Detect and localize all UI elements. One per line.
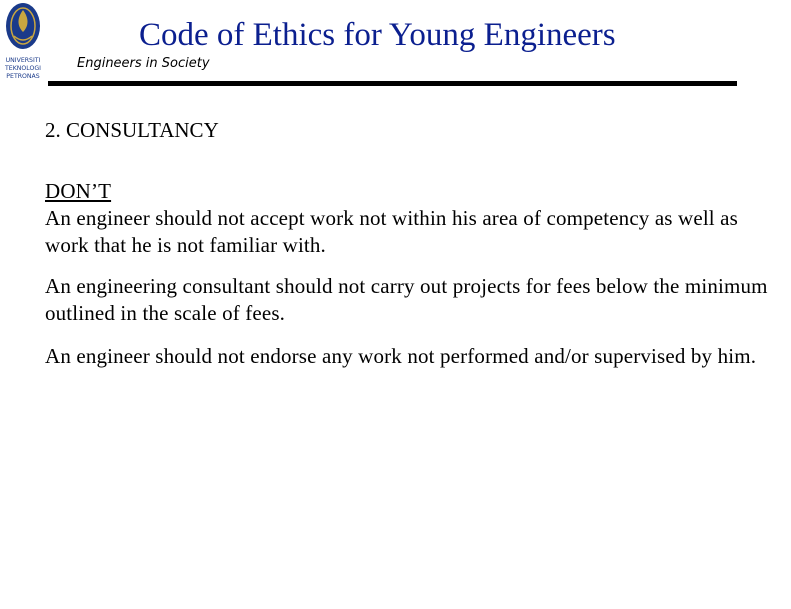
section-content <box>45 178 775 386</box>
first-block <box>45 178 775 259</box>
dont-label: DON’T <box>45 179 112 203</box>
paragraph-1: An engineer should not accept work not within his area of competency as well as work that he is not familiar with. <box>45 206 738 257</box>
university-logo <box>2 2 46 88</box>
logo-line-3: PETRONAS <box>6 73 40 80</box>
page-subtitle: Engineers in Society <box>77 56 210 71</box>
paragraph-2: An engineering consultant should not carry out projects for fees below the minimum outlined in the scale of fees. <box>45 274 768 325</box>
logo-line-2: TEKNOLOGI <box>5 65 41 72</box>
page-title: Code of Ethics for Young Engineers <box>139 17 616 53</box>
header-divider <box>48 81 737 86</box>
paragraph-3: An engineer should not endorse any work not performed and/or supervised by him. <box>45 344 757 368</box>
section-heading: 2. CONSULTANCY <box>45 118 219 142</box>
logo-line-1: UNIVERSITI <box>5 57 41 64</box>
utp-crest-icon <box>2 2 46 88</box>
